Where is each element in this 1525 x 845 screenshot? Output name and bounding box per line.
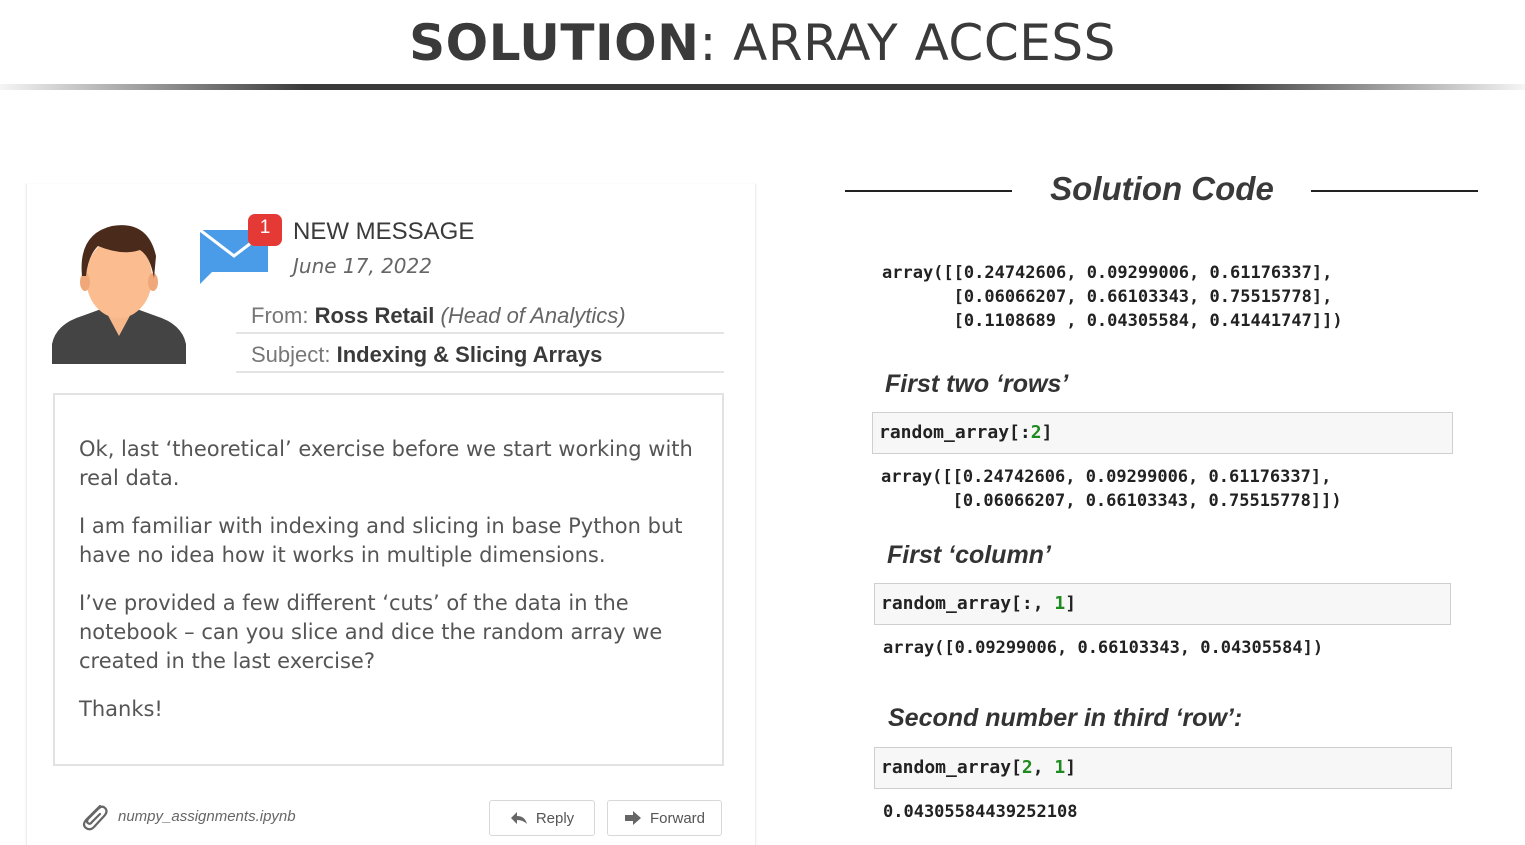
forward-label: Forward bbox=[649, 809, 705, 827]
heading-rule-left bbox=[845, 190, 1012, 192]
section-label-first-column: First ‘column’ bbox=[887, 541, 1051, 569]
message-date: June 17, 2022 bbox=[293, 254, 432, 278]
from-label: From: bbox=[251, 303, 309, 328]
subject-value: Indexing & Slicing Arrays bbox=[336, 342, 603, 367]
message-paragraph: I am familiar with indexing and slicing in base Python but have no idea how it works in multiple dimensions. bbox=[79, 514, 683, 567]
message-paragraph: I’ve provided a few different ‘cuts’ of the data in the notebook – can you slice and dice the random array we created in the last exercise? bbox=[79, 591, 663, 673]
code-text: random_array[:2] bbox=[879, 422, 1053, 443]
output-first-column: array([0.09299006, 0.66103343, 0.04305584]) bbox=[883, 638, 1324, 658]
page-title bbox=[0, 14, 1525, 72]
section-label-first-two-rows: First two ‘rows’ bbox=[885, 370, 1069, 398]
sender-name: Ross Retail bbox=[314, 303, 435, 328]
code-cell-second-number[interactable] bbox=[874, 747, 1452, 789]
output-second-number: 0.04305584439252108 bbox=[883, 802, 1078, 822]
forward-button[interactable] bbox=[607, 800, 722, 836]
message-paragraph: Ok, last ‘theoretical’ exercise before we start working with real data. bbox=[79, 437, 693, 490]
subject-row bbox=[236, 338, 724, 373]
new-message-header: NEW MESSAGE bbox=[293, 218, 475, 245]
reply-icon bbox=[510, 811, 528, 825]
message-paragraph: Thanks! bbox=[79, 697, 163, 721]
notification-badge: 1 bbox=[259, 217, 271, 238]
reply-label: Reply bbox=[535, 809, 575, 827]
output-first-two-rows: array([[0.24742606, 0.09299006, 0.61176337], [0.06066207, 0.66103343, 0.75515778]]) bbox=[881, 467, 1342, 511]
code-cell-first-two-rows[interactable] bbox=[872, 412, 1453, 454]
avatar-icon bbox=[52, 216, 186, 364]
from-row bbox=[236, 300, 724, 334]
title-divider bbox=[0, 84, 1525, 90]
paperclip-icon[interactable] bbox=[78, 800, 110, 832]
page-title-rest: : ARRAY ACCESS bbox=[699, 14, 1116, 72]
message-body bbox=[53, 393, 724, 766]
solution-heading: Solution Code bbox=[1050, 170, 1274, 207]
reply-button[interactable] bbox=[489, 800, 595, 836]
code-text: random_array[2, 1] bbox=[881, 757, 1077, 778]
heading-rule-right bbox=[1311, 190, 1478, 192]
full-array-output: array([[0.24742606, 0.09299006, 0.61176337], [0.06066207, 0.66103343, 0.75515778], [0.1108689 , 0.04305584, 0.41441747]]) bbox=[882, 263, 1343, 331]
page-title-bold: SOLUTION bbox=[409, 14, 700, 72]
subject-label: Subject: bbox=[251, 342, 331, 367]
code-text: random_array[:, 1] bbox=[881, 593, 1077, 614]
section-label-second-number: Second number in third ‘row’: bbox=[888, 704, 1243, 732]
sender-role: (Head of Analytics) bbox=[440, 303, 626, 328]
code-cell-first-column[interactable] bbox=[874, 583, 1451, 625]
attachment-name[interactable]: numpy_assignments.ipynb bbox=[118, 808, 296, 825]
forward-icon bbox=[624, 811, 642, 825]
